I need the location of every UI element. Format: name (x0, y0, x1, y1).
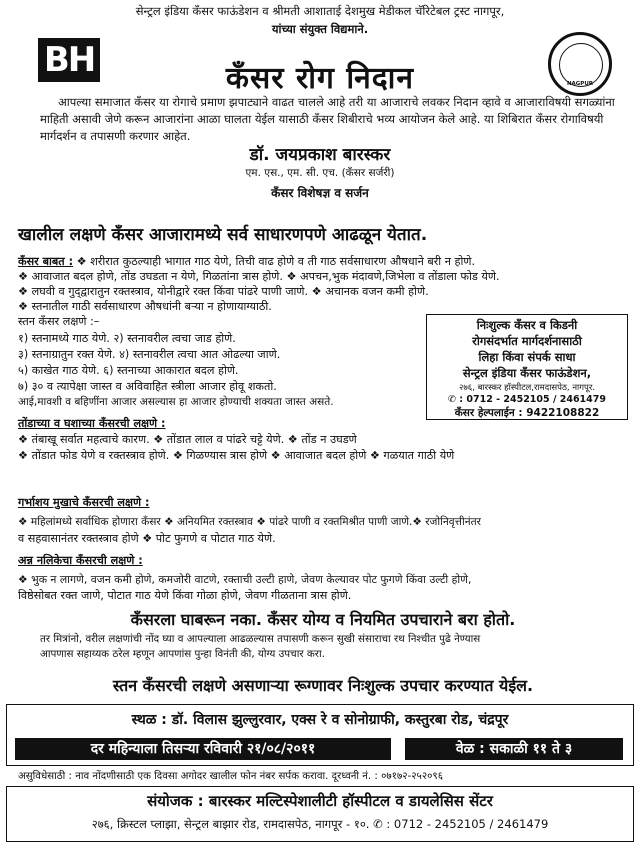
mouth-label-text: तोंडाच्या व घशाच्या कॅंसरची लक्षणे : (18, 417, 166, 430)
venue-place: स्थळ : डॉ. विलास झुल्लुरवार, एक्स रे व सोनोग्राफी, कस्तुरबा रोड, चंद्रपूर (131, 712, 509, 728)
venue-time: वेळ : सकाळी ११ ते ३ (405, 738, 623, 760)
uterus-label (18, 495, 628, 510)
general-line: ❖ आवाजात बदल होणे, तोंड उघडता न येणे, गिळतांना त्रास होणे. ❖ अपचन,भुक मंदावणे,जिभेला व तोंडाला फोड येणे. (18, 270, 500, 283)
stomach-line: विष्ठेसोबत रक्त जाणे, पोटात गाठ येणे किंवा गोळा होणे, जेवण गीळताना त्रास होणे. (18, 589, 352, 602)
stomach-label-text: अन्न नलिकेचा कॅंसरची लक्षणे : (18, 554, 143, 567)
venue-box (6, 704, 634, 766)
general-label: कॅंसर बाबत : (18, 255, 74, 268)
doctor-name: डॉ. जयप्रकाश बारस्कर (249, 145, 391, 165)
general-line: ❖ स्तनातील गाठी सर्वसाधारण औषधांनी बऱ्या न होणायाग्याठी. (18, 300, 272, 313)
registration-note: असुविधेसाठी : नाव नोंदणीसाठी एक दिवसा अगोदर खालील फोन नंबर सर्पक करावा. दूरध्वनी नं. : ०७१७२-२५२०९६ (18, 771, 444, 782)
uterus-line: ❖ महिलांमध्ये सर्वाधिक होणारा कॅंसर ❖ अनियमित रक्तस्त्राव ❖ पांढरे पाणी व रक्तमिश्रीत पाणी जाणे.❖ रजोनिवृत्तीनंतर (18, 516, 481, 528)
appeal-line: आपणास सहाय्यक ठरेल म्हणून आपणांस पुन्हा विनंती की, योग्य उपचार करा. (40, 648, 325, 660)
breast-line: ५) काखेत गाठ येणे. ६) स्तनाच्या आकारात बदल होणे. (18, 364, 239, 377)
logo-text: BH (43, 40, 95, 80)
seal-text: NAGPUR (566, 81, 594, 87)
doctor-degrees: एम. एस., एम. सी. एच. (कॅंसर सर्जरी) (245, 167, 395, 179)
general-line: ❖ लघवी व गुद्‌द्वारातुन रक्तस्त्राव, योनीद्वारे रक्त किंवा पांढरे पाणी जाणे. ❖ अचानक वजन कमी होणे. (18, 285, 429, 298)
mouth-line: ❖ तोंडात फोड येणे व रक्तस्त्राव होणे. ❖ गिळण्यास त्रास होणे ❖ आवाजात बदल होणे ❖ गळयात गाठी येणे (18, 449, 455, 462)
info-box-line: रोगसंदर्भात मार्गदर्शनासाठी (472, 334, 582, 348)
info-box-phone: ✆ : 0712 - 2452105 / 2461479 (448, 394, 606, 405)
free-treatment-text: स्तन कॅंसरची लक्षणे असणाऱ्या रूग्णावर निःशुल्क उपचार करण्यात येईल. (112, 676, 534, 695)
info-box (426, 314, 628, 420)
mouth-label (18, 416, 628, 431)
convener-title: संयोजक : बारस्कर मल्टिस्पेशालीटी हॉस्पीटल व डायलेसिस सेंटर (147, 792, 493, 810)
mouth-line: ❖ तंबाखू सर्वात महत्वाचे कारण. ❖ तोंडात लाल व पांढरे चट्टे येणे. ❖ तोंड न उघडणे (18, 433, 357, 446)
convener-address: २७६, क्रिस्टल प्लाझा, सेन्ट्रल बाझार रोड, रामदासपेठ, नागपूर - १०. ✆ : 0712 - 2452105 / 2461479 (91, 817, 549, 831)
info-box-line: निःशुल्क कॅंसर व किडनी (476, 318, 578, 332)
joint-line: यांच्या संयुक्त विद्यमाने. (271, 22, 369, 36)
page-title: कॅंसर रोग निदान (225, 61, 415, 96)
convener-box (6, 786, 634, 842)
info-box-helpline: कॅंसर हेल्पलाईन : 9422108822 (454, 407, 600, 419)
appeal-line: तर मित्रांनो, वरील लक्षणांची नोंद घ्या व आपल्याला आढळल्यास तपासणी करून सुखी संसाराचा रथ निश्चीत पुढे नेण्यास (40, 633, 481, 645)
stomach-label (18, 553, 628, 568)
breast-line: ७) ३० व त्यापेक्षा जास्त व अविवाहित स्त्रीला आजार होवू शकतो. (18, 380, 277, 393)
breast-line: ३) स्तनाग्रातुन रक्त येणे. ४) स्तनावरील त्वचा आत ओढल्या जाणे. (18, 348, 281, 361)
stomach-line: ❖ भुक न लागणे, वजन कमी होणे, कमजोरी वाटणे, रक्ताची उल्टी हाणे, जेवण केल्यावर पोट फुगणे किंवा उल्टी होणे, (18, 573, 472, 586)
intro-paragraph: आपल्या समाजात कॅंसर या रोगाचे प्रमाण झपाट्याने वाढत चालले आहे तरी या आजाराचे लवकर निदान व्हावे व आजाराविषयी सगळ्यांना माहिती असावी जेणे करून आजारांना आळा घालता येईल यासाठी कॅंसर शिबीराचे भव्य आयोजन केले आहे. या शिबिरात कॅंसर रोगाविषयी मार्गदर्शन व तपासणी करणार आहेत. (40, 95, 615, 143)
info-box-line: लिहा किंवा संपर्क साधा (478, 350, 576, 364)
breast-line: १) स्तनामध्ये गाठ येणे. २) स्तनावरील त्वचा जाड होणे. (18, 332, 236, 345)
breast-label: स्तन कॅंसर लक्षणे :– (18, 315, 100, 328)
uterus-line: व सहवासानंतर रक्तस्त्राव होणे ❖ पोट फुगणे व पोटात गाठ येणे. (18, 532, 276, 545)
general-block (18, 254, 628, 269)
info-box-line: २७६, बारस्कर हॉस्पीटल,रामदासपेठ, नागपूर. (458, 383, 596, 393)
doctor-role: कॅंसर विशेषज्ञ व सर्जन (271, 186, 369, 200)
warning-text: कॅंसरला घाबरून नका. कॅंसर योग्य व नियमित उपचाराने बरा होतो. (130, 610, 516, 629)
uterus-label-text: गर्भाशय मुखाचे कॅंसरची लक्षणे : (18, 496, 150, 509)
general-line: ❖ शरीरात कुठल्याही भागात गाठ येणे, तिची वाढ होणे व ती गाठ सर्वसाधारण औषधाने बरी न होणे. (76, 255, 476, 268)
info-box-line: सेन्ट्रल इंडिया कॅंसर फाऊंडेशन, (462, 366, 592, 380)
organizers-line: सेन्ट्रल इंडिया कॅंसर फाऊंडेशन व श्रीमती आशाताई देशमुख मेडीकल चॅरिटेबल ट्रस्ट नागपूर, (135, 4, 505, 18)
symptoms-heading: खालील लक्षणे कॅंसर आजारामध्ये सर्व साधारणपणे आढळून येतात. (18, 225, 428, 245)
venue-date: दर महिन्याला तिसऱ्या रविवारी २१/०८/२०११ (15, 738, 391, 760)
breast-line: आई,मावशी व बहिणींना आजार असल्यास हा आजार होण्याची शक्यता जास्त असते. (18, 396, 334, 408)
